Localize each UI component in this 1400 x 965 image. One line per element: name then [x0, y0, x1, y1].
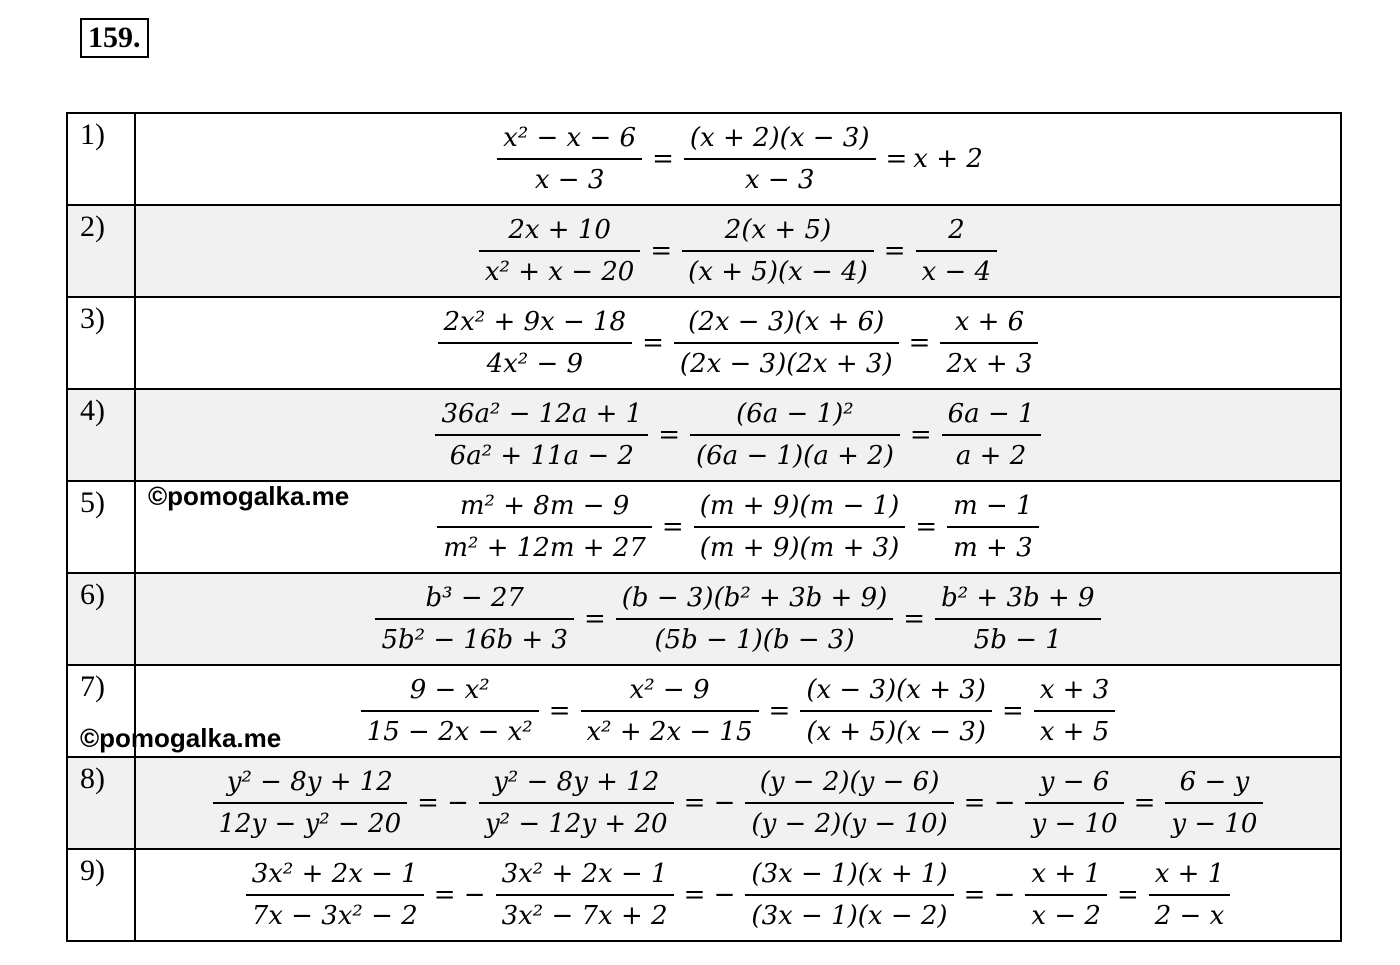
- fraction: [1025, 854, 1107, 936]
- numerator: (2x − 3)(x + 6): [674, 302, 899, 344]
- numerator: 3x² + 2x − 1: [246, 854, 424, 896]
- equals-sign: = −: [417, 788, 469, 818]
- equals-sign: = −: [433, 880, 486, 910]
- numerator: y² − 8y + 12: [213, 762, 408, 804]
- fraction: [375, 578, 574, 660]
- row-number: 4): [67, 389, 135, 481]
- fraction: [1025, 762, 1123, 844]
- denominator: x − 2: [1031, 901, 1101, 931]
- fraction: [213, 762, 408, 844]
- equals-sign: =: [583, 604, 606, 634]
- equation-cell: [135, 205, 1341, 297]
- numerator: x + 6: [940, 302, 1038, 344]
- fraction: [1165, 762, 1263, 844]
- fraction: [694, 486, 906, 568]
- equals-sign: = −: [683, 880, 736, 910]
- table-row: [67, 205, 1341, 297]
- denominator: 5b − 1: [973, 625, 1062, 655]
- fraction: [616, 578, 894, 660]
- equation-cell: [135, 297, 1341, 389]
- denominator: a + 2: [955, 441, 1027, 471]
- denominator: 6a² + 11a − 2: [449, 441, 634, 471]
- equals-sign: =: [642, 328, 664, 358]
- denominator: 5b² − 16b + 3: [381, 625, 568, 655]
- equation-cell: [135, 113, 1341, 205]
- denominator: y² − 12y + 20: [484, 809, 668, 839]
- denominator: x + 5: [1039, 717, 1110, 747]
- equals-sign: =: [548, 696, 571, 726]
- denominator: x − 3: [744, 165, 815, 195]
- denominator: 2x + 3: [946, 349, 1033, 379]
- row-number: 5): [67, 481, 135, 573]
- equals-sign: =: [652, 144, 674, 174]
- denominator: m + 3: [953, 533, 1033, 563]
- equals-sign: =: [661, 512, 684, 542]
- equals-sign: = −: [683, 788, 736, 818]
- numerator: x² − x − 6: [497, 118, 642, 160]
- numerator: x² − 9: [581, 670, 759, 712]
- equation-cell: [135, 573, 1341, 665]
- denominator: 15 − 2x − x²: [366, 717, 533, 747]
- fraction: [581, 670, 759, 752]
- table-row: [67, 113, 1341, 205]
- equals-sign: =: [1001, 696, 1024, 726]
- fraction: [935, 578, 1100, 660]
- equals-sign: =: [650, 236, 673, 266]
- fraction: [745, 762, 953, 844]
- equation-cell: [135, 389, 1341, 481]
- denominator: (x + 5)(x − 4): [688, 257, 868, 287]
- row-number: 3): [67, 297, 135, 389]
- equation: [433, 486, 1042, 568]
- equation-cell: [135, 849, 1341, 941]
- equation-cell: [135, 757, 1341, 849]
- numerator: (m + 9)(m − 1): [694, 486, 906, 528]
- row-number: 1): [67, 113, 135, 205]
- denominator: (5b − 1)(b − 3): [654, 625, 855, 655]
- numerator: (3x − 1)(x + 1): [745, 854, 953, 896]
- denominator: 2 − x: [1154, 901, 1225, 931]
- numerator: 2: [916, 210, 998, 252]
- equals-sign: =: [1116, 880, 1139, 910]
- fraction: [1149, 854, 1231, 936]
- fraction: [361, 670, 539, 752]
- denominator: (x + 5)(x − 3): [806, 717, 986, 747]
- numerator: (x + 2)(x − 3): [684, 118, 876, 160]
- equation: [475, 210, 1001, 292]
- denominator: 12y − y² − 20: [218, 809, 402, 839]
- equation: [242, 854, 1235, 936]
- equals-sign: =: [1133, 788, 1156, 818]
- result-term: x + 2: [913, 144, 983, 174]
- fraction: [435, 394, 648, 476]
- numerator: 2x + 10: [479, 210, 640, 252]
- fraction: [479, 762, 674, 844]
- numerator: x + 1: [1025, 854, 1107, 896]
- row-number: 6): [67, 573, 135, 665]
- equation: [431, 394, 1044, 476]
- row-number: 9): [67, 849, 135, 941]
- table-row: [67, 573, 1341, 665]
- denominator: 4x² − 9: [486, 349, 584, 379]
- equals-sign: =: [908, 328, 931, 358]
- numerator: 36a² − 12a + 1: [435, 394, 648, 436]
- equation: [434, 302, 1043, 384]
- denominator: (6a − 1)(a + 2): [696, 441, 894, 471]
- fraction: [745, 854, 953, 936]
- table-row: [67, 389, 1341, 481]
- denominator: y − 10: [1031, 809, 1118, 839]
- numerator: m − 1: [947, 486, 1039, 528]
- numerator: 2(x + 5): [682, 210, 874, 252]
- fraction: [246, 854, 424, 936]
- fraction: [674, 302, 899, 384]
- row-number: 8): [67, 757, 135, 849]
- equation: [493, 118, 983, 200]
- fraction: [942, 394, 1041, 476]
- fraction: [1034, 670, 1116, 752]
- equation-cell: [135, 665, 1341, 757]
- task-number: 159.: [80, 18, 149, 58]
- denominator: (m + 9)(m + 3): [699, 533, 900, 563]
- solutions-table: [66, 112, 1342, 942]
- fraction: [437, 486, 652, 568]
- equals-sign: =: [658, 420, 680, 450]
- fraction: [684, 118, 876, 200]
- fraction: [438, 302, 633, 384]
- fraction: [497, 118, 642, 200]
- equals-sign: = −: [963, 788, 1016, 818]
- numerator: 6a − 1: [942, 394, 1041, 436]
- table-row: [67, 757, 1341, 849]
- equals-sign: = −: [963, 880, 1016, 910]
- fraction: [479, 210, 640, 292]
- fraction: [682, 210, 874, 292]
- fraction: [496, 854, 674, 936]
- numerator: (6a − 1)²: [690, 394, 900, 436]
- denominator: y − 10: [1171, 809, 1258, 839]
- denominator: x − 3: [534, 165, 605, 195]
- row-number: 7): [67, 665, 135, 757]
- numerator: 9 − x²: [361, 670, 539, 712]
- equals-sign: =: [915, 512, 938, 542]
- denominator: m² + 12m + 27: [443, 533, 646, 563]
- numerator: b² + 3b + 9: [935, 578, 1100, 620]
- equals-sign: =: [768, 696, 791, 726]
- table-row: [67, 849, 1341, 941]
- denominator: x − 4: [921, 257, 992, 287]
- equals-sign: =: [883, 236, 906, 266]
- numerator: x + 1: [1149, 854, 1231, 896]
- denominator: (2x − 3)(2x + 3): [679, 349, 893, 379]
- denominator: x² + 2x − 15: [586, 717, 753, 747]
- numerator: (b − 3)(b² + 3b + 9): [616, 578, 894, 620]
- equation: [357, 670, 1120, 752]
- fraction: [947, 486, 1039, 568]
- numerator: 6 − y: [1165, 762, 1263, 804]
- numerator: 3x² + 2x − 1: [496, 854, 674, 896]
- equation: [209, 762, 1268, 844]
- fraction: [800, 670, 992, 752]
- numerator: b³ − 27: [375, 578, 574, 620]
- fraction: [916, 210, 998, 292]
- equals-sign: =: [903, 604, 926, 634]
- numerator: y² − 8y + 12: [479, 762, 674, 804]
- numerator: x + 3: [1034, 670, 1116, 712]
- denominator: 7x − 3x² − 2: [251, 901, 418, 931]
- watermark: ©pomogalka.me: [148, 481, 350, 511]
- row-number: 2): [67, 205, 135, 297]
- numerator: (y − 2)(y − 6): [745, 762, 953, 804]
- table-row: [67, 297, 1341, 389]
- denominator: (3x − 1)(x − 2): [751, 901, 948, 931]
- fraction: [940, 302, 1038, 384]
- numerator: (x − 3)(x + 3): [800, 670, 992, 712]
- denominator: x² + x − 20: [484, 257, 635, 287]
- denominator: (y − 2)(y − 10): [751, 809, 948, 839]
- denominator: 3x² − 7x + 2: [501, 901, 668, 931]
- watermark: ©pomogalka.me: [80, 723, 282, 753]
- numerator: 2x² + 9x − 18: [438, 302, 633, 344]
- equals-sign: =: [885, 144, 908, 174]
- numerator: m² + 8m − 9: [437, 486, 652, 528]
- solutions-body: [67, 113, 1341, 941]
- equation: [371, 578, 1104, 660]
- equals-sign: =: [909, 420, 932, 450]
- numerator: y − 6: [1025, 762, 1123, 804]
- fraction: [690, 394, 900, 476]
